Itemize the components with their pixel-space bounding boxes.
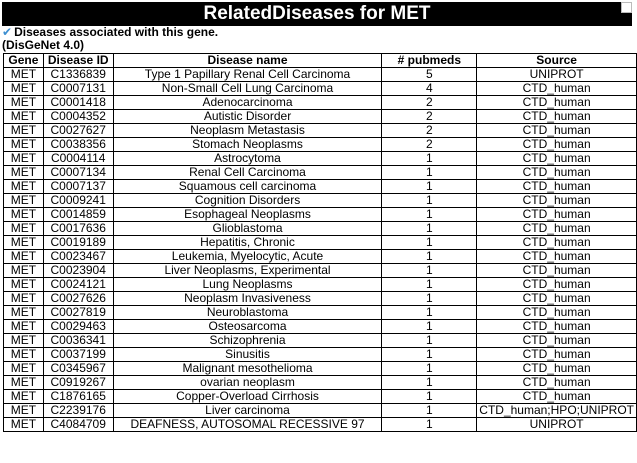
- cell-gene: MET: [4, 110, 44, 124]
- cell-disease-name: DEAFNESS, AUTOSOMAL RECESSIVE 97: [113, 418, 382, 432]
- cell-gene: MET: [4, 222, 44, 236]
- cell-gene: MET: [4, 390, 44, 404]
- cell-pubmeds: 1: [382, 418, 477, 432]
- page-title: RelatedDiseases for MET: [2, 2, 632, 26]
- cell-pubmeds: 1: [382, 362, 477, 376]
- table-row: [4, 152, 637, 166]
- cell-pubmeds: 1: [382, 236, 477, 250]
- cell-pubmeds: 1: [382, 320, 477, 334]
- cell-disease-name: Type 1 Papillary Renal Cell Carcinoma: [113, 68, 382, 82]
- cell-pubmeds: 1: [382, 376, 477, 390]
- table-row: [4, 320, 637, 334]
- cell-source: CTD_human: [477, 236, 637, 250]
- cell-gene: MET: [4, 68, 44, 82]
- table-row: [4, 306, 637, 320]
- table-row: [4, 348, 637, 362]
- cell-pubmeds: 5: [382, 68, 477, 82]
- cell-source: CTD_human: [477, 138, 637, 152]
- cell-gene: MET: [4, 138, 44, 152]
- cell-source: CTD_human: [477, 348, 637, 362]
- table-row: [4, 222, 637, 236]
- cell-disease-name: Neoplasm Invasiveness: [113, 292, 382, 306]
- cell-pubmeds: 1: [382, 306, 477, 320]
- cell-pubmeds: 1: [382, 152, 477, 166]
- cell-pubmeds: 2: [382, 124, 477, 138]
- cell-disease-name: Neuroblastoma: [113, 306, 382, 320]
- cell-gene: MET: [4, 334, 44, 348]
- cell-disease-id: C0007134: [43, 166, 113, 180]
- cell-gene: MET: [4, 348, 44, 362]
- cell-pubmeds: 1: [382, 250, 477, 264]
- cell-disease-id: C0019189: [43, 236, 113, 250]
- cell-disease-name: Autistic Disorder: [113, 110, 382, 124]
- cell-source: CTD_human: [477, 376, 637, 390]
- table-row: [4, 236, 637, 250]
- cell-disease-id: C0027627: [43, 124, 113, 138]
- cell-disease-name: Non-Small Cell Lung Carcinoma: [113, 82, 382, 96]
- cell-disease-id: C1876165: [43, 390, 113, 404]
- cell-gene: MET: [4, 194, 44, 208]
- cell-pubmeds: 1: [382, 404, 477, 418]
- cell-source: CTD_human: [477, 166, 637, 180]
- table-row: [4, 82, 637, 96]
- table-row: [4, 250, 637, 264]
- column-header-disease-name: Disease name: [113, 54, 382, 68]
- cell-disease-name: Hepatitis, Chronic: [113, 236, 382, 250]
- cell-disease-id: C0017636: [43, 222, 113, 236]
- cell-disease-id: C0007137: [43, 180, 113, 194]
- cell-gene: MET: [4, 362, 44, 376]
- cell-source: CTD_human: [477, 362, 637, 376]
- checkmark-icon: ✔: [2, 25, 13, 39]
- cell-source: CTD_human: [477, 250, 637, 264]
- table-row: [4, 278, 637, 292]
- cell-source: CTD_human: [477, 110, 637, 124]
- cell-gene: MET: [4, 96, 44, 110]
- cell-disease-name: Liver carcinoma: [113, 404, 382, 418]
- cell-pubmeds: 2: [382, 138, 477, 152]
- cell-disease-name: Neoplasm Metastasis: [113, 124, 382, 138]
- cell-pubmeds: 1: [382, 222, 477, 236]
- table-row: [4, 362, 637, 376]
- cell-disease-id: C0038356: [43, 138, 113, 152]
- table-row: [4, 96, 637, 110]
- cell-disease-name: Sinusitis: [113, 348, 382, 362]
- cell-disease-id: C0004114: [43, 152, 113, 166]
- table-body: [4, 68, 637, 432]
- table-row: [4, 292, 637, 306]
- cell-disease-name: Copper-Overload Cirrhosis: [113, 390, 382, 404]
- cell-disease-id: C0919267: [43, 376, 113, 390]
- cell-gene: MET: [4, 152, 44, 166]
- cell-pubmeds: 2: [382, 110, 477, 124]
- table-row: [4, 166, 637, 180]
- cell-pubmeds: 1: [382, 334, 477, 348]
- cell-gene: MET: [4, 278, 44, 292]
- cell-disease-id: C0009241: [43, 194, 113, 208]
- cell-disease-id: C0024121: [43, 278, 113, 292]
- cell-disease-id: C0345967: [43, 362, 113, 376]
- cell-disease-name: Schizophrenia: [113, 334, 382, 348]
- cell-source: UNIPROT: [477, 418, 637, 432]
- source-note: (DisGeNet 4.0): [2, 38, 85, 52]
- cell-disease-id: C0014859: [43, 208, 113, 222]
- column-header-gene: Gene: [4, 54, 44, 68]
- cell-disease-id: C0036341: [43, 334, 113, 348]
- cell-gene: MET: [4, 180, 44, 194]
- cell-gene: MET: [4, 166, 44, 180]
- cell-disease-id: C0001418: [43, 96, 113, 110]
- cell-gene: MET: [4, 250, 44, 264]
- cell-disease-name: Leukemia, Myelocytic, Acute: [113, 250, 382, 264]
- cell-disease-name: ovarian neoplasm: [113, 376, 382, 390]
- cell-disease-name: Renal Cell Carcinoma: [113, 166, 382, 180]
- cell-disease-name: Cognition Disorders: [113, 194, 382, 208]
- cell-pubmeds: 1: [382, 166, 477, 180]
- cell-source: CTD_human: [477, 180, 637, 194]
- cell-disease-name: Liver Neoplasms, Experimental: [113, 264, 382, 278]
- cell-disease-id: C0004352: [43, 110, 113, 124]
- cell-source: CTD_human: [477, 124, 637, 138]
- cell-gene: MET: [4, 418, 44, 432]
- cell-disease-id: C0023904: [43, 264, 113, 278]
- table-row: [4, 418, 637, 432]
- cell-disease-name: Adenocarcinoma: [113, 96, 382, 110]
- cell-source: CTD_human;HPO;UNIPROT: [477, 404, 637, 418]
- cell-gene: MET: [4, 292, 44, 306]
- table-row: [4, 124, 637, 138]
- subheading: [2, 26, 218, 52]
- cell-source: CTD_human: [477, 278, 637, 292]
- column-header-disease-id: Disease ID: [43, 54, 113, 68]
- table-row: [4, 334, 637, 348]
- cell-disease-id: C2239176: [43, 404, 113, 418]
- cell-disease-name: Lung Neoplasms: [113, 278, 382, 292]
- cell-pubmeds: 4: [382, 82, 477, 96]
- cell-gene: MET: [4, 208, 44, 222]
- cell-pubmeds: 1: [382, 208, 477, 222]
- cell-source: CTD_human: [477, 264, 637, 278]
- cell-source: CTD_human: [477, 96, 637, 110]
- cell-source: CTD_human: [477, 390, 637, 404]
- cell-pubmeds: 1: [382, 278, 477, 292]
- table-row: [4, 110, 637, 124]
- cell-source: CTD_human: [477, 152, 637, 166]
- cell-source: CTD_human: [477, 292, 637, 306]
- cell-disease-id: C0007131: [43, 82, 113, 96]
- cell-source: CTD_human: [477, 208, 637, 222]
- cell-pubmeds: 1: [382, 180, 477, 194]
- table-row: [4, 138, 637, 152]
- cell-disease-name: Esophageal Neoplasms: [113, 208, 382, 222]
- table-row: [4, 390, 637, 404]
- cell-disease-name: Squamous cell carcinoma: [113, 180, 382, 194]
- cell-disease-id: C0027819: [43, 306, 113, 320]
- window-corner-icon: [621, 2, 632, 13]
- cell-source: CTD_human: [477, 334, 637, 348]
- cell-source: CTD_human: [477, 320, 637, 334]
- cell-disease-name: Osteosarcoma: [113, 320, 382, 334]
- cell-gene: MET: [4, 264, 44, 278]
- column-header-source: Source: [477, 54, 637, 68]
- cell-disease-id: C0037199: [43, 348, 113, 362]
- cell-disease-name: Astrocytoma: [113, 152, 382, 166]
- cell-gene: MET: [4, 320, 44, 334]
- cell-source: CTD_human: [477, 306, 637, 320]
- table-row: [4, 264, 637, 278]
- cell-source: CTD_human: [477, 222, 637, 236]
- cell-source: CTD_human: [477, 82, 637, 96]
- table-row: [4, 180, 637, 194]
- table-header-row: [4, 54, 637, 68]
- table-row: [4, 68, 637, 82]
- cell-pubmeds: 1: [382, 264, 477, 278]
- cell-pubmeds: 1: [382, 390, 477, 404]
- cell-source: UNIPROT: [477, 68, 637, 82]
- cell-disease-name: Malignant mesothelioma: [113, 362, 382, 376]
- table-row: [4, 376, 637, 390]
- cell-gene: MET: [4, 124, 44, 138]
- cell-disease-id: C0027626: [43, 292, 113, 306]
- cell-pubmeds: 1: [382, 194, 477, 208]
- subtitle-text: Diseases associated with this gene.: [14, 25, 219, 39]
- diseases-table: [3, 53, 637, 432]
- cell-disease-name: Glioblastoma: [113, 222, 382, 236]
- cell-disease-id: C0023467: [43, 250, 113, 264]
- cell-gene: MET: [4, 404, 44, 418]
- cell-source: CTD_human: [477, 194, 637, 208]
- cell-gene: MET: [4, 306, 44, 320]
- table-row: [4, 194, 637, 208]
- cell-gene: MET: [4, 236, 44, 250]
- cell-pubmeds: 2: [382, 96, 477, 110]
- cell-disease-id: C4084709: [43, 418, 113, 432]
- cell-gene: MET: [4, 82, 44, 96]
- cell-disease-id: C1336839: [43, 68, 113, 82]
- cell-pubmeds: 1: [382, 292, 477, 306]
- table-row: [4, 208, 637, 222]
- cell-disease-id: C0029463: [43, 320, 113, 334]
- table-row: [4, 404, 637, 418]
- column-header-pubmeds: # pubmeds: [382, 54, 477, 68]
- cell-gene: MET: [4, 376, 44, 390]
- cell-pubmeds: 1: [382, 348, 477, 362]
- cell-disease-name: Stomach Neoplasms: [113, 138, 382, 152]
